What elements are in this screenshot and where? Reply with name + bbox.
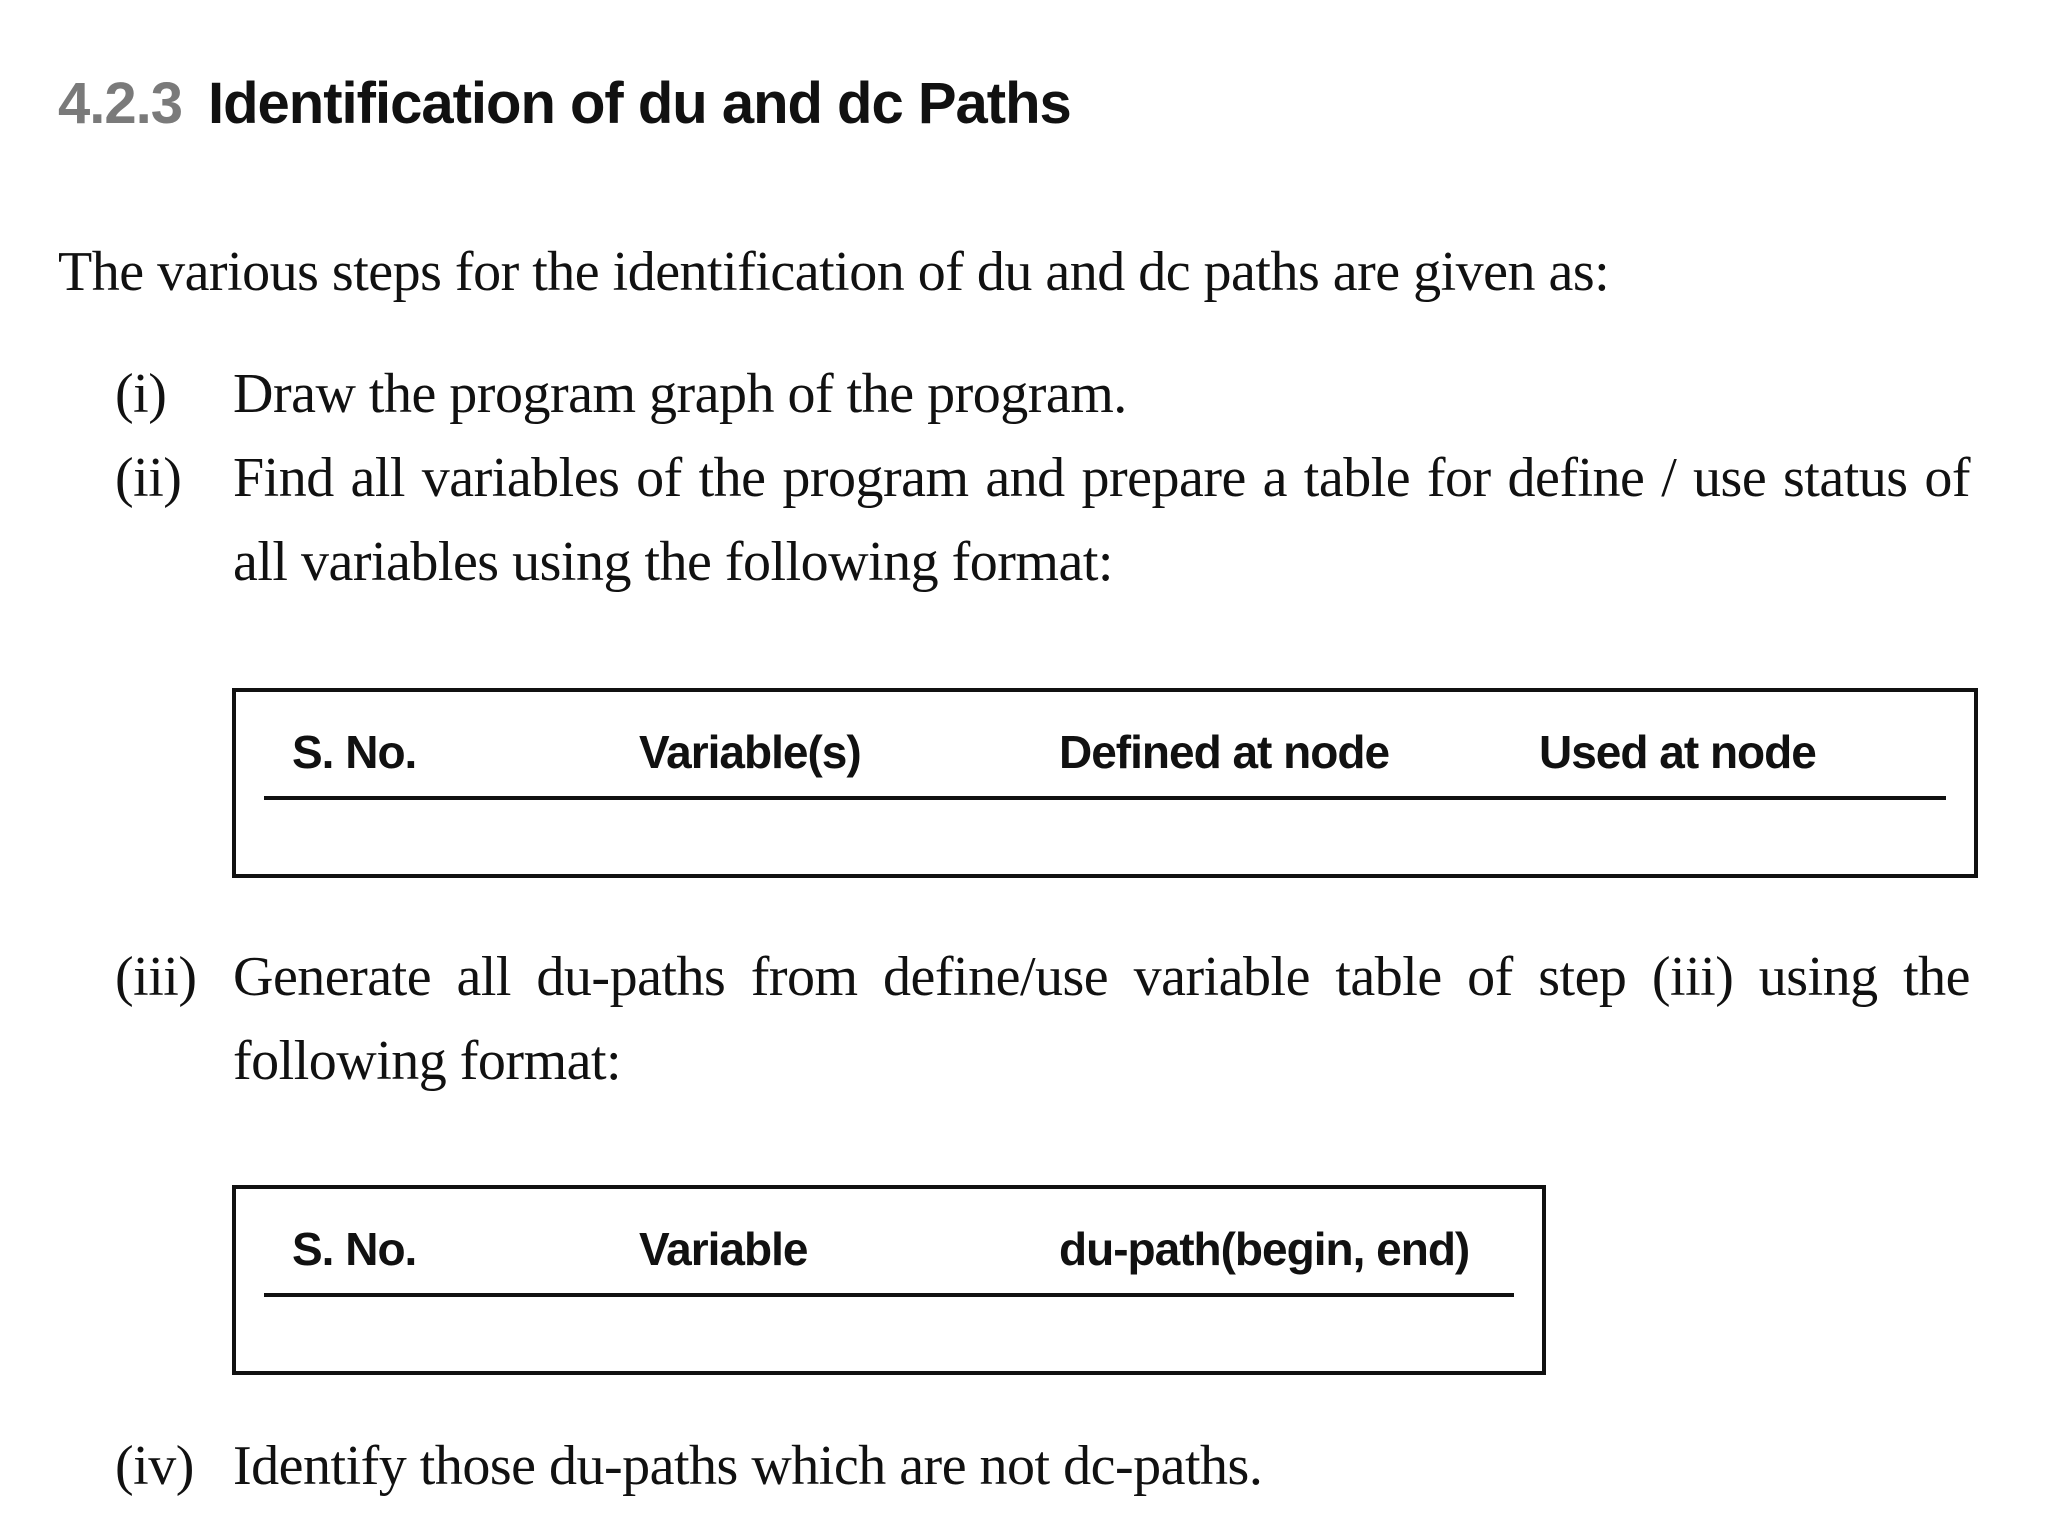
table-header-row xyxy=(264,1217,1514,1297)
intro-paragraph: The various steps for the identification of du and dc paths are given as: xyxy=(58,241,1610,303)
column-header-sno: S. No. xyxy=(292,726,417,778)
step-text: Identify those du-paths which are not dc-paths. xyxy=(233,1435,1263,1497)
column-header-defined-at-node: Defined at node xyxy=(1059,726,1390,778)
column-header-variables: Variable(s) xyxy=(639,726,861,778)
step-2 xyxy=(115,436,1970,604)
column-header-sno: S. No. xyxy=(292,1223,417,1275)
step-1 xyxy=(115,352,1970,436)
column-header-du-path: du-path(begin, end) xyxy=(1059,1223,1470,1275)
section-number: 4.2.3 xyxy=(58,71,182,136)
table-header-row xyxy=(264,720,1946,800)
column-header-variable: Variable xyxy=(639,1223,808,1275)
step-text: Find all variables of the program and prepare a table for define / use status of all variables using the following format: xyxy=(233,447,1970,593)
section-heading xyxy=(58,68,1071,140)
section-title: Identification of du and dc Paths xyxy=(208,71,1071,136)
step-text: Draw the program graph of the program. xyxy=(233,363,1127,425)
step-text: Generate all du-paths from define/use variable table of step (iii) using the following format: xyxy=(233,946,1970,1092)
column-header-used-at-node: Used at node xyxy=(1539,726,1816,778)
step-marker: (i) xyxy=(115,363,167,425)
step-marker: (iv) xyxy=(115,1435,194,1497)
step-3 xyxy=(115,935,1970,1103)
step-4 xyxy=(115,1424,1970,1508)
du-path-format-table xyxy=(232,1185,1546,1375)
step-marker: (ii) xyxy=(115,447,182,509)
step-marker: (iii) xyxy=(115,946,197,1008)
define-use-format-table xyxy=(232,688,1978,878)
